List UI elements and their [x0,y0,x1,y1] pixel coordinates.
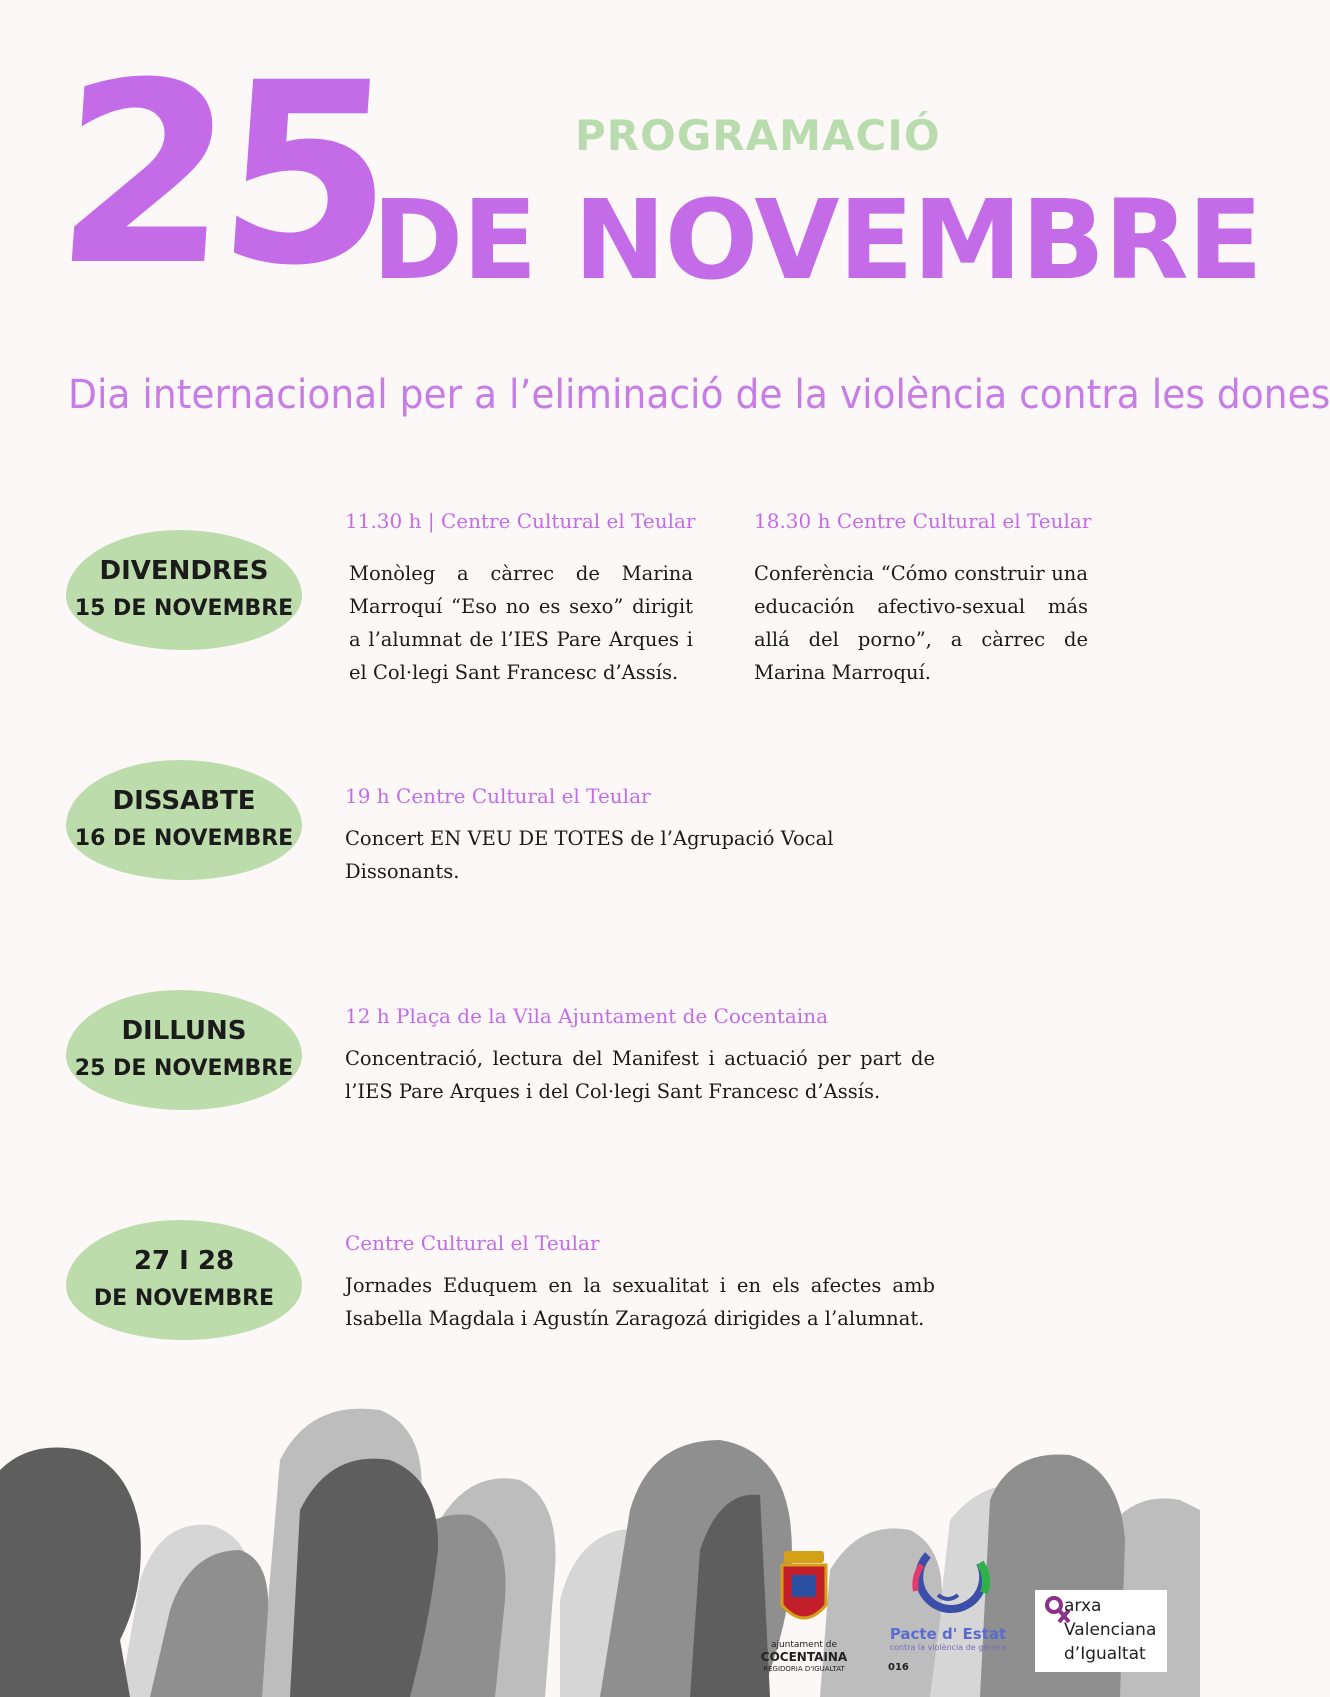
date-badge-weekday: DILLUNS [121,1016,247,1046]
hero-month: DE NOVEMBRE [372,176,1262,304]
event-body: Concentració, lectura del Manifest i actuació per part de l’IES Pare Arques i del Col·legi Sant Francesc d’Assís. [345,1047,935,1103]
xarxa-text [1064,1594,1164,1670]
cocentaina-line1: ajuntament de [770,1640,838,1650]
event-day4 [345,1227,935,1335]
xarxa-line1: arxa [1064,1596,1102,1616]
date-badge-day1 [66,530,302,650]
page-subtitle: Dia internacional per a l’eliminació de la violència contra les dones [68,372,1330,418]
date-badge-weekday: DIVENDRES [99,556,269,586]
event-body: Concert EN VEU DE TOTES de l’Agrupació Vocal Dissonants. [345,827,834,883]
event-heading: Centre Cultural el Teular [345,1231,600,1255]
pacte-line3: 016 [888,1662,909,1673]
event-day3 [345,1000,935,1108]
xarxa-line2: Valenciana [1064,1620,1157,1640]
event-day1-b [754,505,1092,689]
date-badge-day4 [66,1220,302,1340]
event-heading: 19 h Centre Cultural el Teular [345,784,651,808]
event-heading: 12 h Plaça de la Vila Ajuntament de Cocentaina [345,1004,829,1028]
pacte-line2: contra la violència de gènere [889,1643,1007,1652]
event-body: Conferència “Cómo construir una educación afectivo-sexual más allá del porno”, a càrrec de Marina Marroquí. [754,562,1088,684]
event-heading: 11.30 h | Centre Cultural el Teular [345,509,696,533]
date-badge-weekday: DISSABTE [112,786,256,816]
event-heading: 18.30 h Centre Cultural el Teular [754,509,1092,533]
xarxa-line3: d’Igualtat [1064,1644,1146,1664]
pacte-line1: Pacte d' Estat [889,1625,1007,1643]
date-badge-day2 [66,760,302,880]
pacte-estat-logo [880,1545,1016,1675]
event-body: Jornades Eduquem en la sexualitat i en els afectes amb Isabella Magdala i Agustín Zaragozá dirigides a l’alumnat. [345,1274,935,1330]
cocentaina-logo [752,1545,856,1675]
event-body: Monòleg a càrrec de Marina Marroquí “Eso no es sexo” dirigit a l’alumnat de l’IES Pare Arques i el Col·legi Sant Francesc d’Assís. [349,562,693,684]
date-badge-date: 15 DE NOVEMBRE [74,596,294,621]
coat-of-arms-icon [752,1545,856,1635]
date-badge-date: 25 DE NOVEMBRE [74,1056,294,1081]
cocentaina-line2: COCENTAINA [760,1650,848,1664]
date-badge-day3 [66,990,302,1110]
pacte-ring-icon [880,1545,1016,1623]
date-badge-date: DE NOVEMBRE [93,1286,275,1311]
program-eyebrow: PROGRAMACIÓ [575,111,941,160]
event-day1-a [345,505,696,689]
date-badge-date: 16 DE NOVEMBRE [74,826,294,851]
women-silhouettes-illustration [0,1400,1200,1697]
cocentaina-line3: REGIDORIA D'IGUALTAT [763,1665,845,1673]
event-day2 [345,780,945,888]
date-badge-weekday: 27 I 28 [133,1246,235,1276]
hero-number: 25 [47,29,393,320]
